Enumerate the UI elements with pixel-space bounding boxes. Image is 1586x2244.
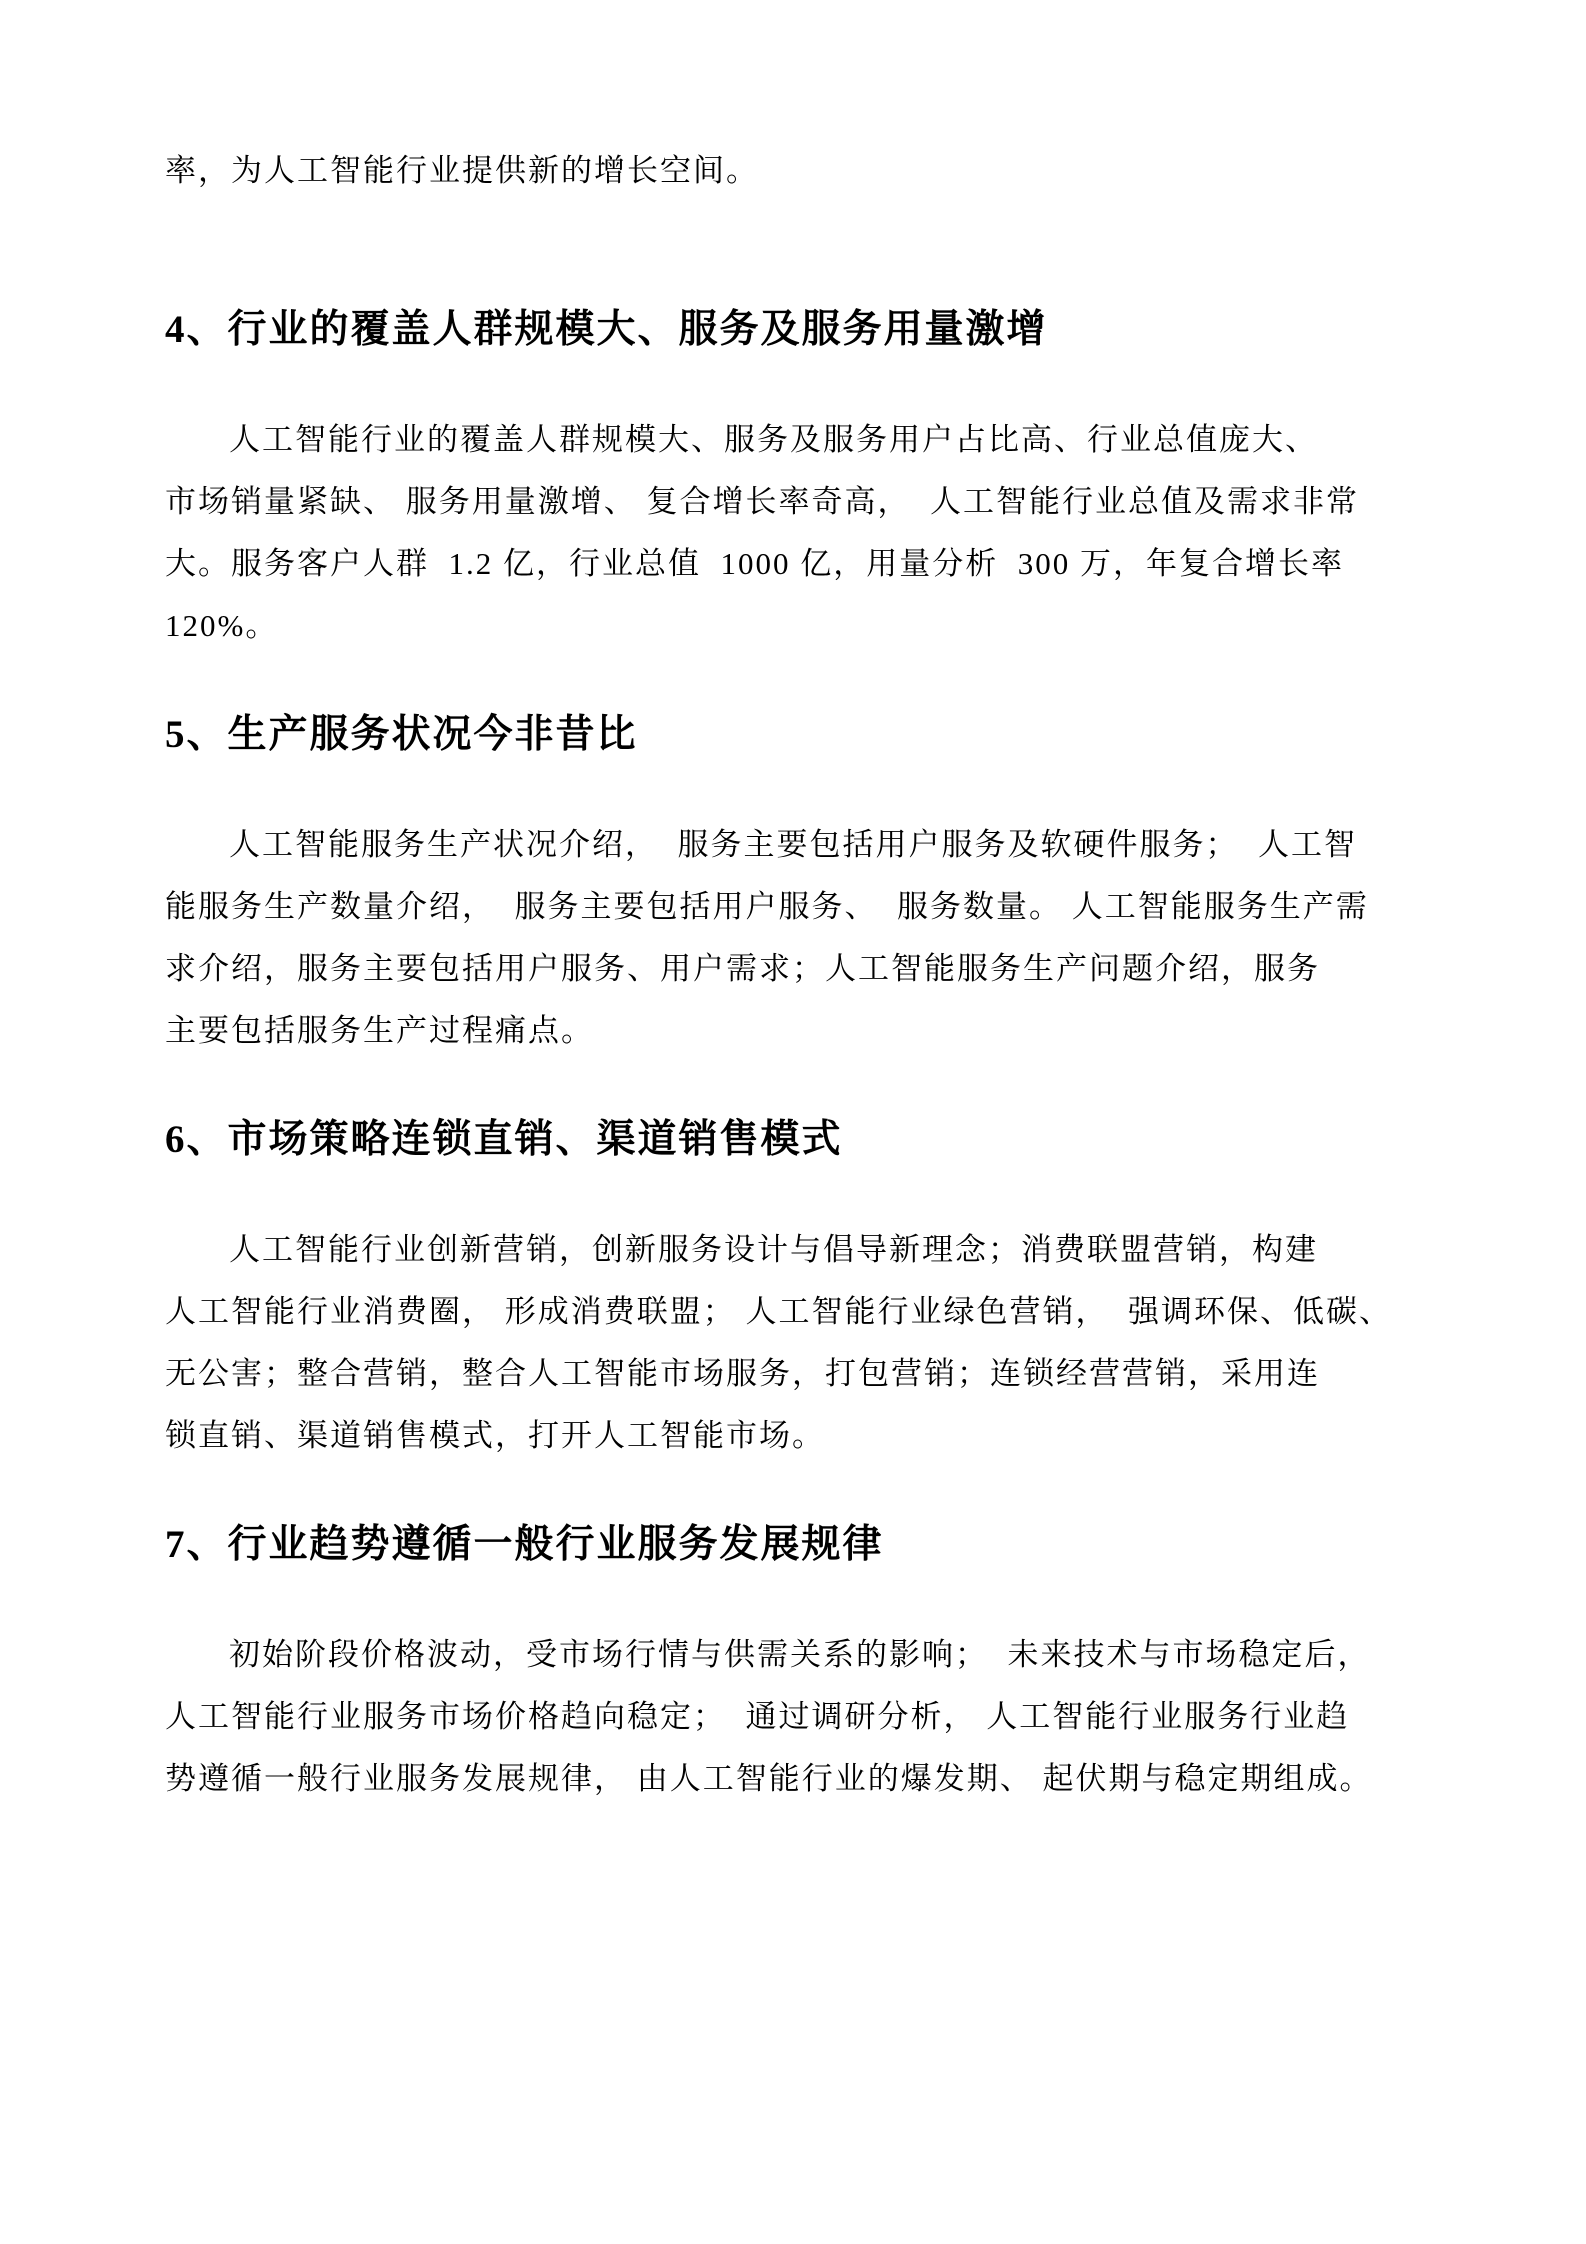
paragraph-line: 人工智能服务生产状况介绍， 服务主要包括用户服务及软硬件服务； 人工智 — [229, 827, 1357, 862]
section-5-heading: 5、生产服务状况今非昔比 — [165, 713, 638, 756]
paragraph-line: 势遵循一般行业服务发展规律， 由人工智能行业的爆发期、 起伏期与稳定期组成。 — [165, 1761, 1373, 1796]
section-6-paragraph — [165, 1219, 1436, 1467]
paragraph-line: 锁直销、渠道销售模式，打开人工智能市场。 — [165, 1418, 825, 1453]
paragraph-line: 大。服务客户人群 1.2 亿，行业总值 1000 亿，用量分析 300 万，年复合增长率 — [165, 546, 1344, 581]
paragraph-line: 能服务生产数量介绍， 服务主要包括用户服务、 服务数量。 人工智能服务生产需 — [165, 889, 1369, 924]
intro-line: 率，为人工智能行业提供新的增长空间。 — [165, 153, 759, 188]
section-5-paragraph — [165, 814, 1436, 1062]
paragraph-line: 人工智能行业服务市场价格趋向稳定； 通过调研分析， 人工智能行业服务行业趋 — [165, 1699, 1350, 1734]
paragraph-line: 市场销量紧缺、 服务用量激增、 复合增长率奇高， 人工智能行业总值及需求非常 — [165, 484, 1359, 519]
paragraph-line: 无公害；整合营销，整合人工智能市场服务，打包营销；连锁经营营销，采用连 — [165, 1356, 1320, 1391]
section-7-paragraph — [165, 1624, 1436, 1810]
section-4 — [165, 299, 1436, 657]
paragraph-line: 人工智能行业创新营销，创新服务设计与倡导新理念；消费联盟营销，构建 — [229, 1232, 1318, 1267]
paragraph-line: 主要包括服务生产过程痛点。 — [165, 1013, 594, 1048]
section-4-heading: 4、行业的覆盖人群规模大、服务及服务用量激增 — [165, 308, 1048, 351]
section-5 — [165, 704, 1436, 1062]
section-6 — [165, 1109, 1436, 1467]
paragraph-line: 求介绍，服务主要包括用户服务、用户需求；人工智能服务生产问题介绍，服务 — [165, 951, 1320, 986]
section-7 — [165, 1514, 1436, 1810]
section-7-heading: 7、行业趋势遵循一般行业服务发展规律 — [165, 1523, 884, 1566]
paragraph-line: 人工智能行业的覆盖人群规模大、服务及服务用户占比高、行业总值庞大、 — [229, 422, 1318, 457]
paragraph-line: 人工智能行业消费圈， 形成消费联盟； 人工智能行业绿色营销， 强调环保、低碳、 — [165, 1294, 1392, 1329]
paragraph-line: 初始阶段价格波动，受市场行情与供需关系的影响； 未来技术与市场稳定后， — [229, 1637, 1371, 1672]
paragraph-line: 120%。 — [165, 608, 279, 643]
section-4-paragraph — [165, 409, 1436, 657]
section-6-heading: 6、市场策略连锁直销、渠道销售模式 — [165, 1118, 843, 1161]
